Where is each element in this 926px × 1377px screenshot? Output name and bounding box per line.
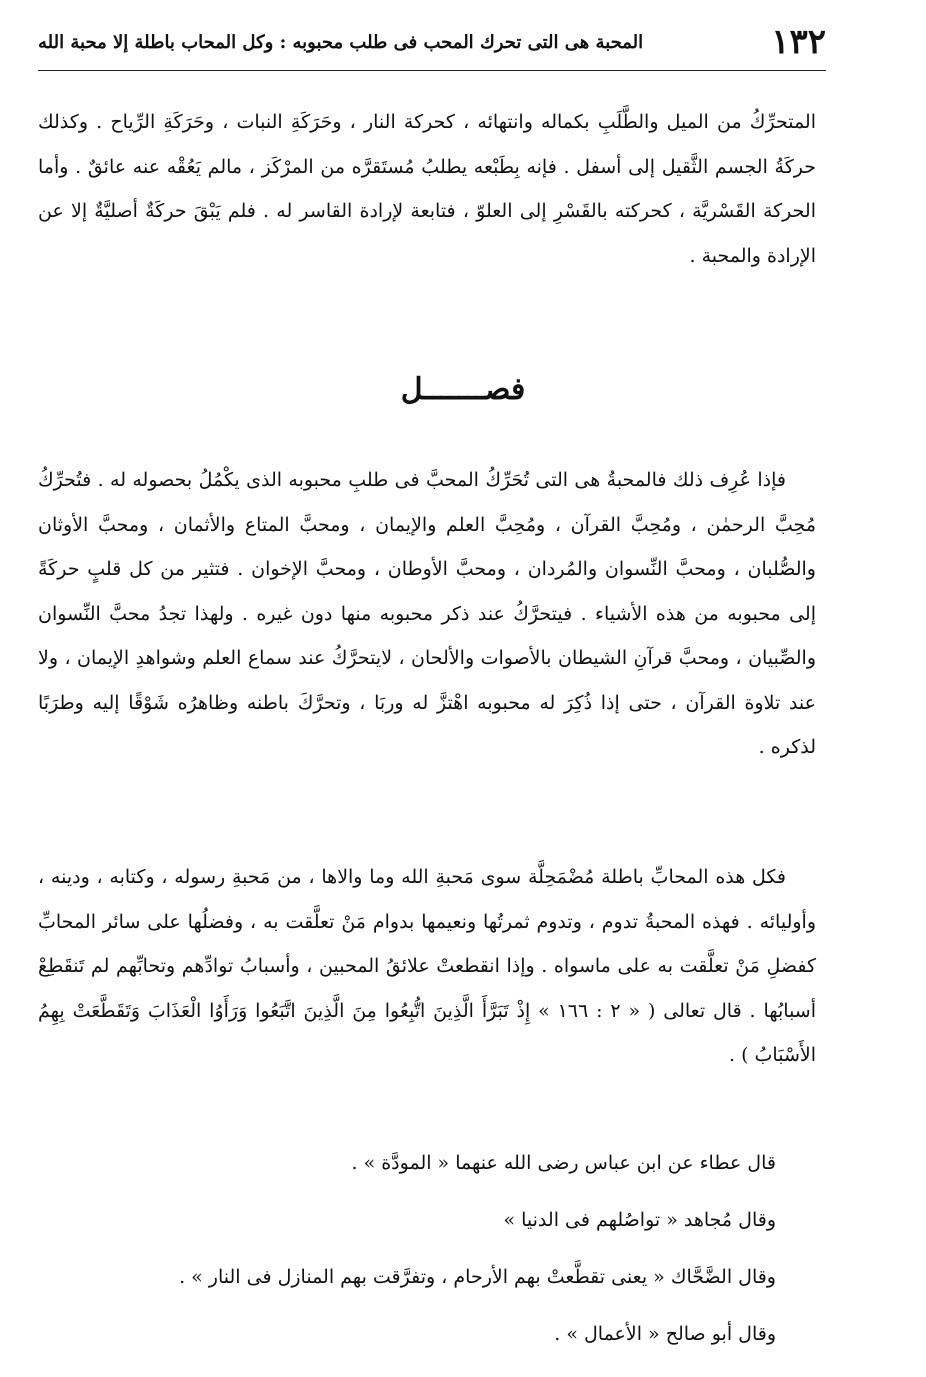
paragraph-false-loves: فكل هذه المحابِّ باطلة مُضْمَحِلَّة سوى مَحبةِ الله وما والاها ، من مَحبةِ رسوله ، وكتابه ، ودينه ، وأوليائه . فهذه المحبةُ تدوم ، وتدوم ثمرتُها ونعيمها بدوام مَنْ تعلَّقت به ، وفضلُها على سائر المحابِّ كفضلِ مَنْ تعلَّقت به على ماسواه . وإذا انقطعتْ علائقُ المحبين ، وأسبابُ توادِّهم وتحابِّهم لم تَنقَطِعْ أسبابُها . قال تعالى ( « ٢ : ١٦٦ » إِذْ تَبَرَّأَ الَّذِينَ اتُّبِعُوا مِنَ الَّذِينَ اتَّبَعُوا وَرَأَوُا الْعَذَابَ وَتَقَطَّعَتْ بِهِمُ الأَسْبَابُ ) . (38, 866, 817, 1066)
quote-ata: قال عطاء عن ابن عباس رضى الله عنهما « المودَّة » . (351, 1152, 776, 1174)
paragraph-love-moves: فإذا عُرِف ذلك فالمحبةُ هى التى تُحَرِّكُ المحبَّ فى طلبِ محبوبه الذى يكْمُلُ بحصوله له . فتُحرِّكُ مُحِبَّ الرحمٰن ، ومُحِبَّ القرآن ، ومُحِبَّ العلم والإيمان ، ومحبَّ المتاع والأثمان ، ومحبَّ الأوثان والصُّلبان ، ومحبَّ النِّسوان والمُردان ، ومحبَّ الأوطان ، ومحبَّ الإخوان . فتثير من كل قلبٍ حركَةً إلى محبوبه من هذه الأشياء . فيتحرَّكُ عند ذكر محبوبه منها دون غيره . ولهذا تجدُ محبَّ النِّسوان والصِّبيان ، ومحبَّ قرآنِ الشيطان بالأصوات والألحان ، لايتحرَّكُ عند سماع العلم وشواهدِ الإيمان ، ولا عند تلاوة القرآن ، حتى إذا ذُكِرَ له محبوبه اهْتزَّ له وربَا ، وتحرَّكَ باطنه وظاهرُه شَوْقًا إليه وطرَبًا لذكره . (38, 469, 816, 758)
section-heading: فصـــــــل (400, 372, 526, 407)
paragraph-motion: المتحرِّكُ من الميل والطَّلَبِ بكماله وانتهائه ، كحركة النار ، وحَرَكَةِ النبات ، وحَرَكَةِ الرِّياح . وكذلك حركَةُ الجسم الثَّقيل إلى أسفل . فإنه بِطَبْعه يطلبُ مُستَقرَّه من المرْكَز ، مالم يَعُقْه عنه عائقٌ . وأما الحركة القَسْريَّة ، كحركته بالقَسْرِ إلى العلوّ ، فتابعة لإرادة القاسر له . فلم يَبْقَ حركَةٌ أصليَّةٌ إلا عن الإرادة والمحبة . (38, 111, 816, 267)
running-title: المحبة هى التى تحرك المحب فى طلب محبوبه : وكل المحاب باطلة إلا محبة الله (38, 31, 644, 53)
quote-mujahid: وقال مُجاهد « تواصُلهم فى الدنيا » (503, 1209, 776, 1231)
page-header (38, 14, 826, 71)
quote-dahhak: وقال الضَّحَّاك « يعنى تقطَّعتْ بهم الأرحام ، وتفرَّقت بهم المنازل فى النار » . (179, 1266, 776, 1288)
page-number: ١٣٢ (771, 22, 826, 62)
quote-abu-salih: وقال أبو صالح « الأعمال » . (554, 1323, 776, 1345)
